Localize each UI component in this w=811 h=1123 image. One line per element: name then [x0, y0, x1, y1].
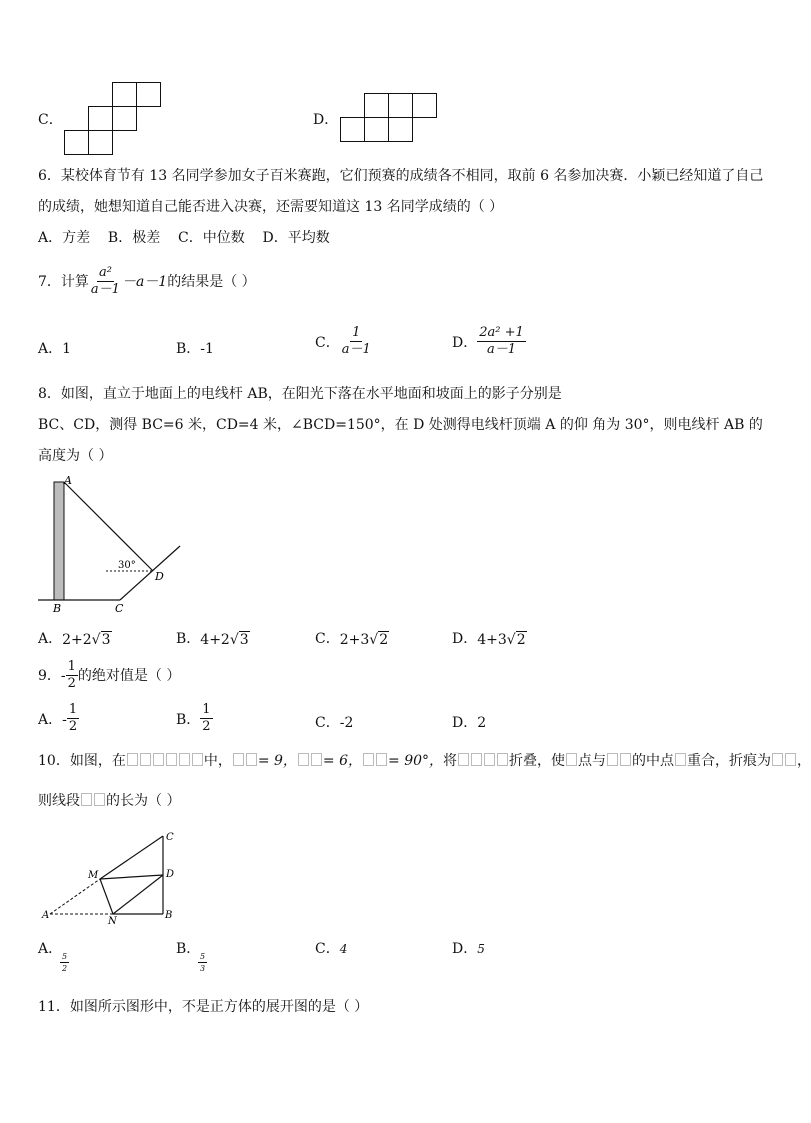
q10-p4: 折叠，使 [509, 753, 566, 769]
q10-option-a-fraction [60, 952, 69, 973]
q8-option-c-rad: 2 [379, 632, 389, 648]
q8-figure [34, 474, 188, 616]
missing-glyph-icon [81, 793, 92, 806]
q10-option-a-num: 5 [62, 952, 68, 961]
q9-option-b [176, 703, 213, 734]
q7-option-d [452, 326, 526, 357]
q10-option-b [176, 938, 206, 973]
missing-glyph-icon [94, 793, 105, 806]
missing-glyph-icon [140, 753, 151, 766]
q8-option-a-int: 2+2 [62, 632, 92, 648]
q10-text-line2 [38, 791, 180, 811]
q9-option-a-num: 1 [68, 702, 78, 717]
sqrt-icon: √ 2 [369, 632, 389, 648]
q5-option-c-net [64, 82, 162, 156]
q7-frac-den: a－1 [90, 282, 120, 297]
sqrt-icon: √ 3 [91, 632, 111, 648]
q7-option-d-label: D． [452, 334, 478, 351]
missing-glyph-icon [772, 753, 783, 766]
missing-glyph-icon [497, 753, 508, 766]
q10-option-b-label: B． [176, 941, 201, 957]
missing-glyph-icon [785, 753, 796, 766]
q10-p6: 的中点 [632, 753, 675, 769]
q10-figure [40, 826, 180, 926]
q8-option-d [452, 628, 527, 648]
q10-eq2: = 6， [322, 753, 363, 769]
q9-option-b-fraction [200, 703, 212, 734]
missing-glyph-icon [471, 753, 482, 766]
missing-glyph-icon [246, 753, 257, 766]
q7-option-b: B．-1 [176, 341, 214, 357]
missing-glyph-icon [166, 753, 177, 766]
q9-option-b-den: 2 [202, 719, 211, 734]
q9-stem [38, 660, 180, 691]
q7-frac-num: a² [98, 265, 112, 280]
angle-label: 30° [118, 560, 136, 571]
q8-option-a-rad: 3 [101, 632, 111, 648]
side-am-dashed [50, 879, 100, 914]
q7-option-a: A．1 [38, 341, 72, 357]
q10-option-b-num: 5 [200, 952, 206, 961]
q9-suffix: 的绝对值是（ ） [77, 667, 181, 684]
sqrt-icon: √ 3 [229, 632, 249, 648]
missing-glyph-icon [363, 753, 374, 766]
label-b: B [165, 910, 173, 921]
q9-frac-num: 1 [67, 659, 76, 674]
missing-glyph-icon [192, 753, 203, 766]
slope-line [120, 546, 180, 600]
q6-options: A．方差 B．极差 C．中位数 D．平均数 [38, 230, 330, 246]
q7-fraction [89, 266, 122, 297]
q6-text-line2: 的成绩，她想知道自己能否进入决赛，还需要知道这 13 名同学成绩的（ ） [38, 199, 504, 215]
q9-option-c: C．-2 [315, 715, 354, 731]
q7-option-d-den: a－1 [486, 342, 517, 357]
q11-text: 11．如图所示图形中，不是正方体的展开图的是（ ） [38, 999, 369, 1015]
missing-glyph-icon [376, 753, 387, 766]
q7-option-c-den: a－1 [341, 342, 371, 357]
segment-nd [113, 875, 163, 914]
q8-text-line3: 高度为（ ） [38, 448, 113, 464]
q9-fraction [66, 660, 78, 691]
q8-option-d-rad: 2 [516, 632, 526, 648]
q10-option-b-fraction [198, 952, 207, 973]
missing-glyph-icon [620, 753, 631, 766]
q9-prefix: 9．- [38, 667, 66, 684]
q10-p5: 点与 [578, 753, 607, 769]
q5-option-c-label: C． [38, 112, 63, 128]
label-n: N [108, 916, 117, 927]
q8-option-a [38, 628, 112, 648]
sun-ray [64, 482, 153, 571]
q8-option-b-label: B． [176, 631, 201, 647]
q7-suffix: 的结果是（ ） [167, 273, 256, 290]
pole-ab [54, 482, 64, 600]
missing-glyph-icon [311, 753, 322, 766]
label-a: A [42, 910, 50, 921]
q10-eq3: = 90°， [388, 753, 444, 769]
missing-glyph-icon [566, 753, 577, 766]
q10-option-a-label: A． [38, 941, 63, 957]
label-c: C [115, 602, 124, 615]
q10-option-d-label: D． [452, 941, 478, 957]
missing-glyph-icon [153, 753, 164, 766]
q5-option-d-net [340, 93, 440, 143]
q10-option-a [38, 938, 68, 973]
q7-option-c-num: 1 [352, 325, 361, 340]
q10-option-d-val: 5 [477, 942, 485, 956]
q10-option-d [452, 938, 485, 958]
missing-glyph-icon [484, 753, 495, 766]
q7-option-c [315, 326, 373, 357]
q9-option-a-label: A．- [38, 711, 67, 728]
q7-option-d-num: 2a² +1 [479, 325, 524, 340]
q9-option-b-label: B． [176, 711, 201, 728]
q8-option-d-label: D． [452, 631, 478, 647]
q8-option-c-int: 2+3 [339, 632, 370, 648]
q7-option-d-fraction [477, 326, 526, 357]
q10-line2-a: 则线段 [38, 793, 80, 809]
q10-p2: 中， [203, 753, 232, 769]
q10-p8: ， [797, 753, 811, 769]
q10-text-line1 [38, 751, 811, 771]
missing-glyph-icon [179, 753, 190, 766]
q8-option-b-int: 4+2 [200, 632, 230, 648]
crease-mn [100, 879, 113, 914]
missing-glyph-icon [458, 753, 469, 766]
q10-option-c-label: C． [315, 941, 340, 957]
q7-prefix: 7．计算 [38, 273, 89, 290]
q10-option-a-den: 2 [62, 964, 68, 973]
q8-option-c [315, 628, 389, 648]
missing-glyph-icon [607, 753, 618, 766]
q9-option-a-den: 2 [68, 719, 78, 734]
missing-glyph-icon [298, 753, 309, 766]
missing-glyph-icon [675, 753, 686, 766]
q10-eq1: = 9， [257, 753, 297, 769]
missing-glyph-icon [127, 753, 138, 766]
q10-option-c [315, 938, 347, 958]
q7-option-c-label: C． [315, 334, 340, 351]
label-d: D [166, 869, 175, 880]
q6-text-line1: 6．某校体育节有 13 名同学参加女子百米赛跑，它们预赛的成绩各不相同，取前 6 名参加决赛．小颖已经知道了自己 [38, 168, 764, 184]
q10-option-b-den: 3 [200, 964, 206, 973]
q9-frac-den: 2 [67, 676, 76, 691]
q5-option-d-label: D． [313, 112, 339, 128]
q9-option-a-fraction [67, 703, 79, 734]
label-a: A [64, 474, 72, 487]
q7-middle: －a－1 [121, 273, 168, 290]
label-d: D [155, 570, 164, 583]
q8-option-b-rad: 3 [239, 632, 249, 648]
q9-option-a [38, 703, 79, 734]
q8-option-d-int: 4+3 [477, 632, 507, 648]
label-b: B [53, 602, 62, 615]
q10-p3: 将 [443, 753, 458, 769]
q9-option-b-num: 1 [202, 702, 211, 717]
q10-option-c-val: 4 [339, 942, 348, 956]
side-mc [100, 836, 163, 879]
q8-text-line2: BC、CD，测得 BC=6 米，CD=4 米，∠BCD=150°，在 D 处测得电线杆顶端 A 的仰 角为 30°，则电线杆 AB 的 [38, 417, 763, 433]
label-m: M [88, 870, 99, 881]
q9-option-d: D．2 [452, 715, 487, 731]
q10-p1: 10．如图，在 [38, 753, 126, 769]
q10-p7: 重合，折痕为 [687, 753, 772, 769]
missing-glyph-icon [233, 753, 244, 766]
label-c: C [166, 832, 174, 843]
q8-text-line1: 8．如图，直立于地面上的电线杆 AB，在阳光下落在水平地面和坡面上的影子分别是 [38, 386, 562, 402]
segment-md [100, 875, 163, 879]
q7-option-c-fraction [340, 326, 373, 357]
q10-line2-b: 的长为（ ） [106, 793, 181, 809]
q8-option-b [176, 628, 250, 648]
q8-option-a-label: A． [38, 631, 63, 647]
sqrt-icon: √ 2 [506, 632, 526, 648]
q8-option-c-label: C． [315, 631, 340, 647]
q7-stem [38, 266, 256, 297]
